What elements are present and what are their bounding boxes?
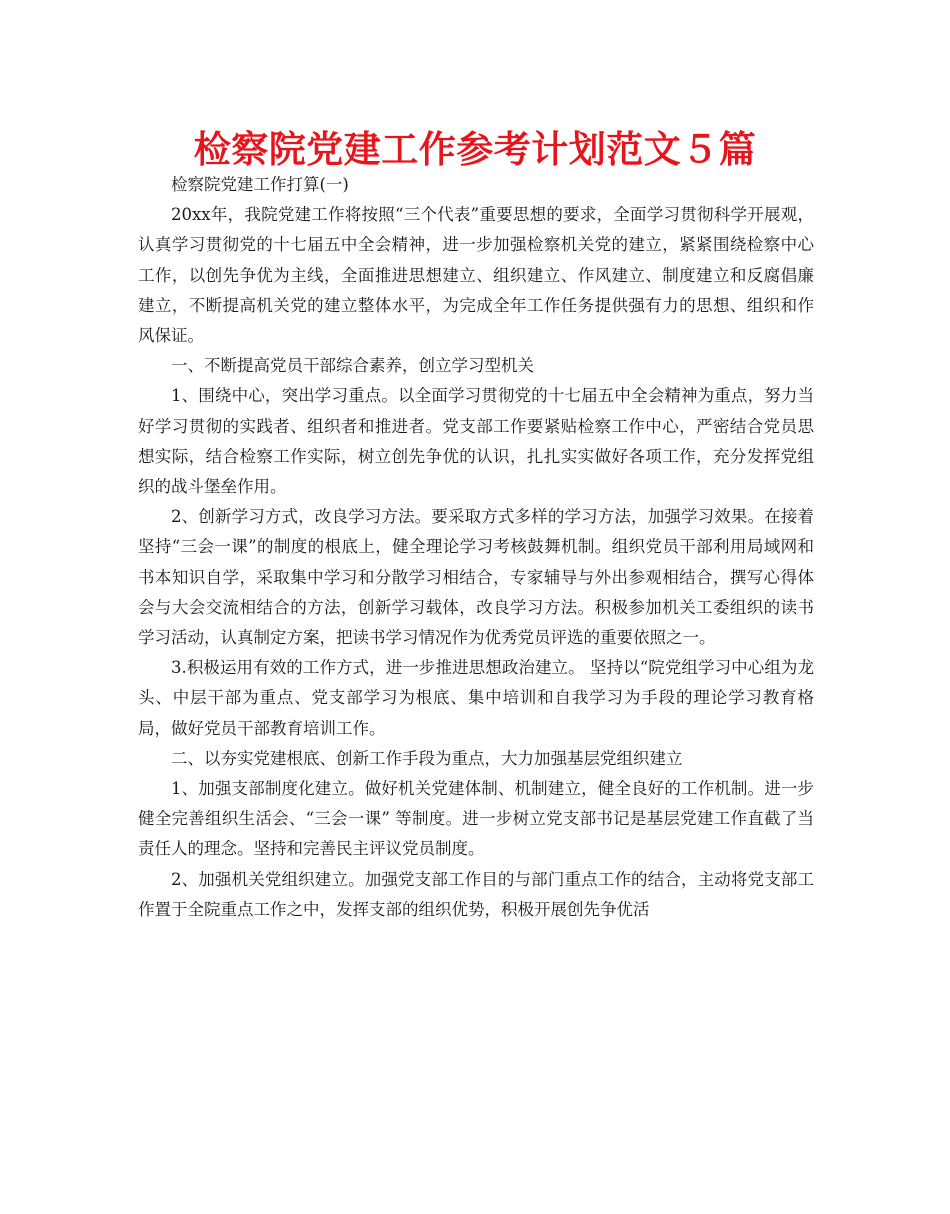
paragraph-2-1: 1、加强支部制度化建立。做好机关党建体制、机制建立，健全良好的工作机制。进一步健全完善组织生活会、“三会一课” 等制度。进一步树立党支部书记是基层党建工作直截了当责任人的理念。坚持和完善民主评议党员制度。 xyxy=(138,779,814,859)
section-heading-1: 一、不断提高党员干部综合素养，创立学习型机关 xyxy=(171,356,534,376)
paragraph-1-1: 1、围绕中心，突出学习重点。以全面学习贯彻党的十七届五中全会精神为重点，努力当好学习贯彻的实践者、组织者和推进者。党支部工作要紧贴检察工作中心，严密结合党员思想实际，结合检察工作实际，树立创先争优的认识，扎扎实实做好各项工作，充分发挥党组织的战斗堡垒作用。 xyxy=(138,386,814,497)
section-heading-2: 二、以夯实党建根底、创新工作手段为重点，大力加强基层党组织建立 xyxy=(171,748,683,768)
paragraph-1-3: 3.积极运用有效的工作方式，进一步推进思想政治建立。 坚持以“院党组学习中心组为龙头、中层干部为重点、党支部学习为根底、集中培训和自我学习为手段的理论学习教育格局，做好党员干部教育培训工作。 xyxy=(138,658,814,738)
paragraph-1-2: 2、创新学习方式，改良学习方法。要采取方式多样的学习方法，加强学习效果。在接着坚持“三会一课”的制度的根底上，健全理论学习考核鼓舞机制。组织党员干部利用局域网和书本知识自学，采取集中学习和分散学习相结合，专家辅导与外出参观相结合，撰写心得体会与大会交流相结合的方法，创新学习载体，改良学习方法。积极参加机关工委组织的读书学习活动，认真制定方案，把读书学习情况作为优秀党员评选的重要依照之一。 xyxy=(138,507,814,648)
document-title: 检察院党建工作参考计划范文５篇 xyxy=(193,128,757,171)
paragraph-subtitle: 检察院党建工作打算(一) xyxy=(171,175,349,194)
paragraph-intro: 20xx年，我院党建工作将按照“三个代表”重要思想的要求，全面学习贯彻科学开展观，认真学习贯彻党的十七届五中全会精神，进一步加强检察机关党的建立，紧紧围绕检察中心工作，以创先争优为主线，全面推进思想建立、组织建立、作风建立、制度建立和反腐倡廉建立，不断提高机关党的建立整体水平，为完成全年工作任务提供强有力的思想、组织和作风保证。 xyxy=(138,205,814,346)
paragraph-2-2: 2、加强机关党组织建立。加强党支部工作目的与部门重点工作的结合，主动将党支部工作置于全院重点工作之中，发挥支部的组织优势，积极开展创先争优活 xyxy=(138,869,814,919)
document-body xyxy=(138,170,814,925)
